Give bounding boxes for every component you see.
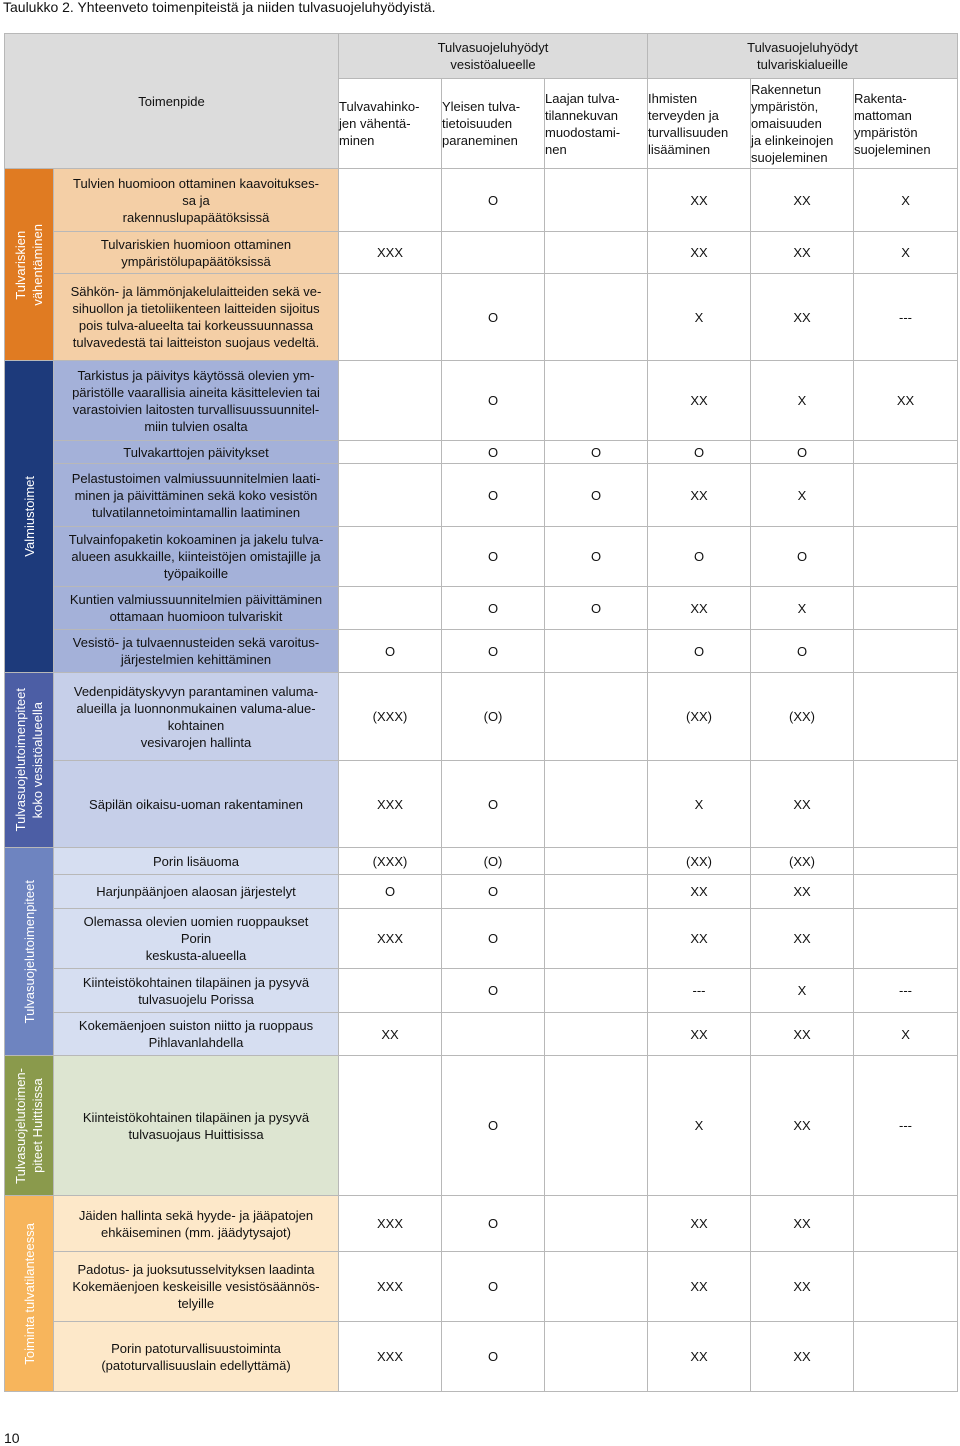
benefit-cell xyxy=(545,1013,648,1056)
category-label-text: Toiminta tulvatilanteessa xyxy=(21,1222,37,1365)
benefit-cell: XX xyxy=(854,361,958,441)
benefit-cell xyxy=(854,761,958,848)
benefit-cell xyxy=(545,969,648,1013)
page-number: 10 xyxy=(4,1430,20,1446)
table-row xyxy=(5,169,958,232)
benefit-cell: O xyxy=(648,630,751,673)
benefit-cell: XX xyxy=(648,464,751,527)
table-row xyxy=(5,361,958,441)
benefit-cell xyxy=(339,1056,442,1196)
benefit-cell xyxy=(854,527,958,587)
header-group-row xyxy=(5,34,958,79)
benefit-cell: O xyxy=(545,587,648,630)
benefit-cell xyxy=(854,587,958,630)
measure-cell: Tarkistus ja päivitys käytössä olevien ym- päristölle vaarallisia aineita käsittelevien tai varastoivien laitosten turvallisuussuunnitel- miin tulvien osalta xyxy=(54,361,339,441)
benefit-cell: XXX xyxy=(339,909,442,969)
benefit-cell: XX xyxy=(751,1322,854,1392)
table-row xyxy=(5,274,958,361)
benefit-cell: (XX) xyxy=(751,848,854,875)
header-group-vesisto: Tulvasuojeluhyödyt vesistöalueelle xyxy=(339,34,648,79)
table-row xyxy=(5,441,958,464)
table-row xyxy=(5,673,958,761)
benefit-cell: O xyxy=(339,630,442,673)
benefit-cell: --- xyxy=(854,969,958,1013)
category-label-text: Tulvasuojelutoimenpiteet xyxy=(21,879,37,1024)
benefit-cell: O xyxy=(442,527,545,587)
benefit-cell: X xyxy=(648,274,751,361)
benefit-cell: XXX xyxy=(339,232,442,274)
table-row xyxy=(5,848,958,875)
category-label-text: Tulvasuojelutoimen- piteet Huittisissa xyxy=(13,1067,45,1184)
category-label xyxy=(5,1196,54,1392)
benefit-cell xyxy=(545,1252,648,1322)
benefit-cell: X xyxy=(854,169,958,232)
measure-cell: Tulvien huomioon ottaminen kaavoitukses- sa ja rakennuslupapäätöksissä xyxy=(54,169,339,232)
benefit-cell: O xyxy=(339,875,442,909)
benefit-cell xyxy=(545,630,648,673)
measure-cell: Kokemäenjoen suiston niitto ja ruoppaus Pihlavanlahdella xyxy=(54,1013,339,1056)
benefit-cell: XX xyxy=(751,169,854,232)
benefit-cell xyxy=(339,969,442,1013)
benefit-cell: O xyxy=(442,1252,545,1322)
benefit-cell xyxy=(854,441,958,464)
benefit-cell: O xyxy=(751,630,854,673)
benefit-cell xyxy=(339,169,442,232)
benefit-cell xyxy=(854,1322,958,1392)
benefit-cell xyxy=(545,909,648,969)
category-label-text: Tulvasuojelutoimenpiteet koko vesistöalueella xyxy=(13,688,45,832)
measure-cell: Säpilän oikaisu-uoman rakentaminen xyxy=(54,761,339,848)
table-row xyxy=(5,875,958,909)
measure-cell: Kiinteistökohtainen tilapäinen ja pysyvä tulvasuojaus Huittisissa xyxy=(54,1056,339,1196)
benefit-cell xyxy=(339,361,442,441)
measure-cell: Vesistö- ja tulvaennusteiden sekä varoitus- järjestelmien kehittäminen xyxy=(54,630,339,673)
benefit-cell: XX xyxy=(648,875,751,909)
benefit-cell: X xyxy=(751,587,854,630)
column-header: Rakenta- mattoman ympäristön suojeleminen xyxy=(854,79,958,169)
benefit-cell: O xyxy=(442,1056,545,1196)
benefit-cell xyxy=(545,169,648,232)
benefit-cell: O xyxy=(442,630,545,673)
table-row xyxy=(5,909,958,969)
table-row xyxy=(5,1252,958,1322)
benefit-cell: XX xyxy=(648,909,751,969)
benefit-cell: XX xyxy=(648,169,751,232)
benefit-cell: O xyxy=(442,1196,545,1252)
column-header: Tulvavahinko- jen vähentä- minen xyxy=(339,79,442,169)
measure-cell: Harjunpäänjoen alaosan järjestelyt xyxy=(54,875,339,909)
benefit-cell xyxy=(854,1252,958,1322)
benefit-cell: O xyxy=(442,169,545,232)
category-label xyxy=(5,673,54,848)
category-label xyxy=(5,169,54,361)
table-row xyxy=(5,527,958,587)
benefit-cell xyxy=(545,875,648,909)
table-row xyxy=(5,761,958,848)
table-row xyxy=(5,587,958,630)
benefit-cell: O xyxy=(442,274,545,361)
benefit-cell: O xyxy=(442,875,545,909)
benefit-cell: XXX xyxy=(339,761,442,848)
benefit-cell: (O) xyxy=(442,848,545,875)
measure-cell: Kiinteistökohtainen tilapäinen ja pysyvä tulvasuojelu Porissa xyxy=(54,969,339,1013)
table-row xyxy=(5,1196,958,1252)
benefit-cell xyxy=(545,361,648,441)
header-group-tulvariski: Tulvasuojeluhyödyt tulvariskialueille xyxy=(648,34,958,79)
category-label xyxy=(5,848,54,1056)
benefit-cell: XX xyxy=(648,1013,751,1056)
benefit-cell: O xyxy=(545,441,648,464)
benefit-cell: (XX) xyxy=(751,673,854,761)
benefit-cell: XXX xyxy=(339,1322,442,1392)
measure-cell: Pelastustoimen valmiussuunnitelmien laati- minen ja päivittäminen sekä koko vesistön tulvatilannetoimintamallin laatiminen xyxy=(54,464,339,527)
benefit-cell: O xyxy=(442,464,545,527)
benefit-cell: O xyxy=(442,909,545,969)
category-label xyxy=(5,361,54,673)
benefit-cell: XX xyxy=(751,761,854,848)
benefit-cell: --- xyxy=(854,274,958,361)
benefit-cell: X xyxy=(648,761,751,848)
column-header: Ihmisten terveyden ja turvallisuuden lisääminen xyxy=(648,79,751,169)
measure-cell: Tulvakarttojen päivitykset xyxy=(54,441,339,464)
benefit-cell: O xyxy=(442,1322,545,1392)
benefit-cell: O xyxy=(442,969,545,1013)
benefit-cell xyxy=(854,630,958,673)
benefit-cell: XX xyxy=(648,1196,751,1252)
benefit-cell: O xyxy=(648,527,751,587)
measure-cell: Kuntien valmiussuunnitelmien päivittäminen ottamaan huomioon tulvariskit xyxy=(54,587,339,630)
benefit-cell: --- xyxy=(648,969,751,1013)
benefit-cell: O xyxy=(751,527,854,587)
benefit-cell: XX xyxy=(751,1196,854,1252)
measure-cell: Olemassa olevien uomien ruoppaukset Porin keskusta-alueella xyxy=(54,909,339,969)
measure-cell: Porin lisäuoma xyxy=(54,848,339,875)
benefit-cell xyxy=(545,848,648,875)
benefit-cell: (XXX) xyxy=(339,848,442,875)
benefit-cell xyxy=(545,673,648,761)
benefit-cell xyxy=(545,232,648,274)
benefit-cell: XX xyxy=(751,232,854,274)
benefit-cell: O xyxy=(442,761,545,848)
benefit-cell: --- xyxy=(854,1056,958,1196)
benefit-cell xyxy=(545,1322,648,1392)
benefit-cell xyxy=(545,1196,648,1252)
benefit-cell: XX xyxy=(648,1252,751,1322)
benefit-cell: XX xyxy=(751,1056,854,1196)
measure-cell: Vedenpidätyskyvyn parantaminen valuma- alueilla ja luonnonmukainen valuma-alue- kohtainen vesivarojen hallinta xyxy=(54,673,339,761)
measure-cell: Jäiden hallinta sekä hyyde- ja jääpatojen ehkäiseminen (mm. jäädytysajot) xyxy=(54,1196,339,1252)
benefit-cell: XX xyxy=(751,1013,854,1056)
benefit-cell xyxy=(854,464,958,527)
benefit-cell xyxy=(545,1056,648,1196)
measure-cell: Padotus- ja juoksutusselvityksen laadinta Kokemäenjoen keskeisille vesistösäännös- telyille xyxy=(54,1252,339,1322)
benefit-cell: XX xyxy=(648,1322,751,1392)
benefit-cell: O xyxy=(545,464,648,527)
benefit-cell: XXX xyxy=(339,1196,442,1252)
column-header: Yleisen tulva- tietoisuuden paraneminen xyxy=(442,79,545,169)
benefit-cell: (O) xyxy=(442,673,545,761)
benefit-cell: XX xyxy=(648,361,751,441)
column-header: Rakennetun ympäristön, omaisuuden ja elinkeinojen suojeleminen xyxy=(751,79,854,169)
benefit-cell: O xyxy=(751,441,854,464)
benefit-cell: (XX) xyxy=(648,673,751,761)
table-row xyxy=(5,1322,958,1392)
benefit-cell xyxy=(854,848,958,875)
benefit-cell: XX xyxy=(751,875,854,909)
table-row xyxy=(5,969,958,1013)
category-label-text: Tulvariskien vähentäminen xyxy=(13,223,45,306)
benefit-cell xyxy=(339,441,442,464)
table-row xyxy=(5,1013,958,1056)
benefit-cell: X xyxy=(648,1056,751,1196)
benefit-cell: X xyxy=(751,969,854,1013)
benefit-cell: O xyxy=(442,441,545,464)
category-label xyxy=(5,1056,54,1196)
measure-cell: Porin patoturvallisuustoiminta (patoturvallisuuslain edellyttämä) xyxy=(54,1322,339,1392)
table-body xyxy=(5,169,958,1392)
benefit-cell: (XX) xyxy=(648,848,751,875)
column-header: Laajan tulva- tilannekuvan muodostami- nen xyxy=(545,79,648,169)
benefit-cell: XX xyxy=(648,587,751,630)
benefit-cell xyxy=(854,673,958,761)
benefit-cell: XX xyxy=(751,909,854,969)
measure-cell: Sähkön- ja lämmönjakelulaitteiden sekä ve- sihuollon ja tietoliikenteen laitteiden sijoitus pois tulva-alueelta tai korkeussuunnassa tulvavedestä tai laitteiston suojaus vedeltä. xyxy=(54,274,339,361)
benefit-cell: (XXX) xyxy=(339,673,442,761)
category-label-text: Valmiustoimet xyxy=(21,476,37,557)
benefit-cell xyxy=(339,464,442,527)
benefit-cell xyxy=(854,909,958,969)
benefit-cell: O xyxy=(442,587,545,630)
benefit-cell xyxy=(442,1013,545,1056)
benefit-cell xyxy=(545,761,648,848)
benefit-cell: XX xyxy=(648,232,751,274)
table-row xyxy=(5,464,958,527)
benefit-cell: XX xyxy=(751,274,854,361)
benefit-cell xyxy=(339,587,442,630)
benefit-cell: XXX xyxy=(339,1252,442,1322)
measure-cell: Tulvainfopaketin kokoaminen ja jakelu tulva- alueen asukkaille, kiinteistöjen omistajille ja työpaikoille xyxy=(54,527,339,587)
table-row xyxy=(5,630,958,673)
benefit-cell xyxy=(545,274,648,361)
header-toimenpide: Toimenpide xyxy=(5,34,339,169)
benefit-cell: X xyxy=(751,464,854,527)
table-caption: Taulukko 2. Yhteenveto toimenpiteistä ja niiden tulvasuojeluhyödyistä. xyxy=(3,0,436,15)
benefit-cell xyxy=(339,527,442,587)
measure-cell: Tulvariskien huomioon ottaminen ympäristölupapäätöksissä xyxy=(54,232,339,274)
benefit-cell xyxy=(339,274,442,361)
benefit-cell: X xyxy=(751,361,854,441)
benefit-cell: XX xyxy=(339,1013,442,1056)
benefit-cell: X xyxy=(854,1013,958,1056)
benefit-cell: X xyxy=(854,232,958,274)
table-row xyxy=(5,1056,958,1196)
benefit-cell: O xyxy=(442,361,545,441)
benefit-cell xyxy=(854,875,958,909)
benefit-cell xyxy=(442,232,545,274)
benefit-cell: XX xyxy=(751,1252,854,1322)
benefit-cell: O xyxy=(648,441,751,464)
summary-table xyxy=(4,33,958,1392)
benefit-cell: O xyxy=(545,527,648,587)
benefit-cell xyxy=(854,1196,958,1252)
table-row xyxy=(5,232,958,274)
